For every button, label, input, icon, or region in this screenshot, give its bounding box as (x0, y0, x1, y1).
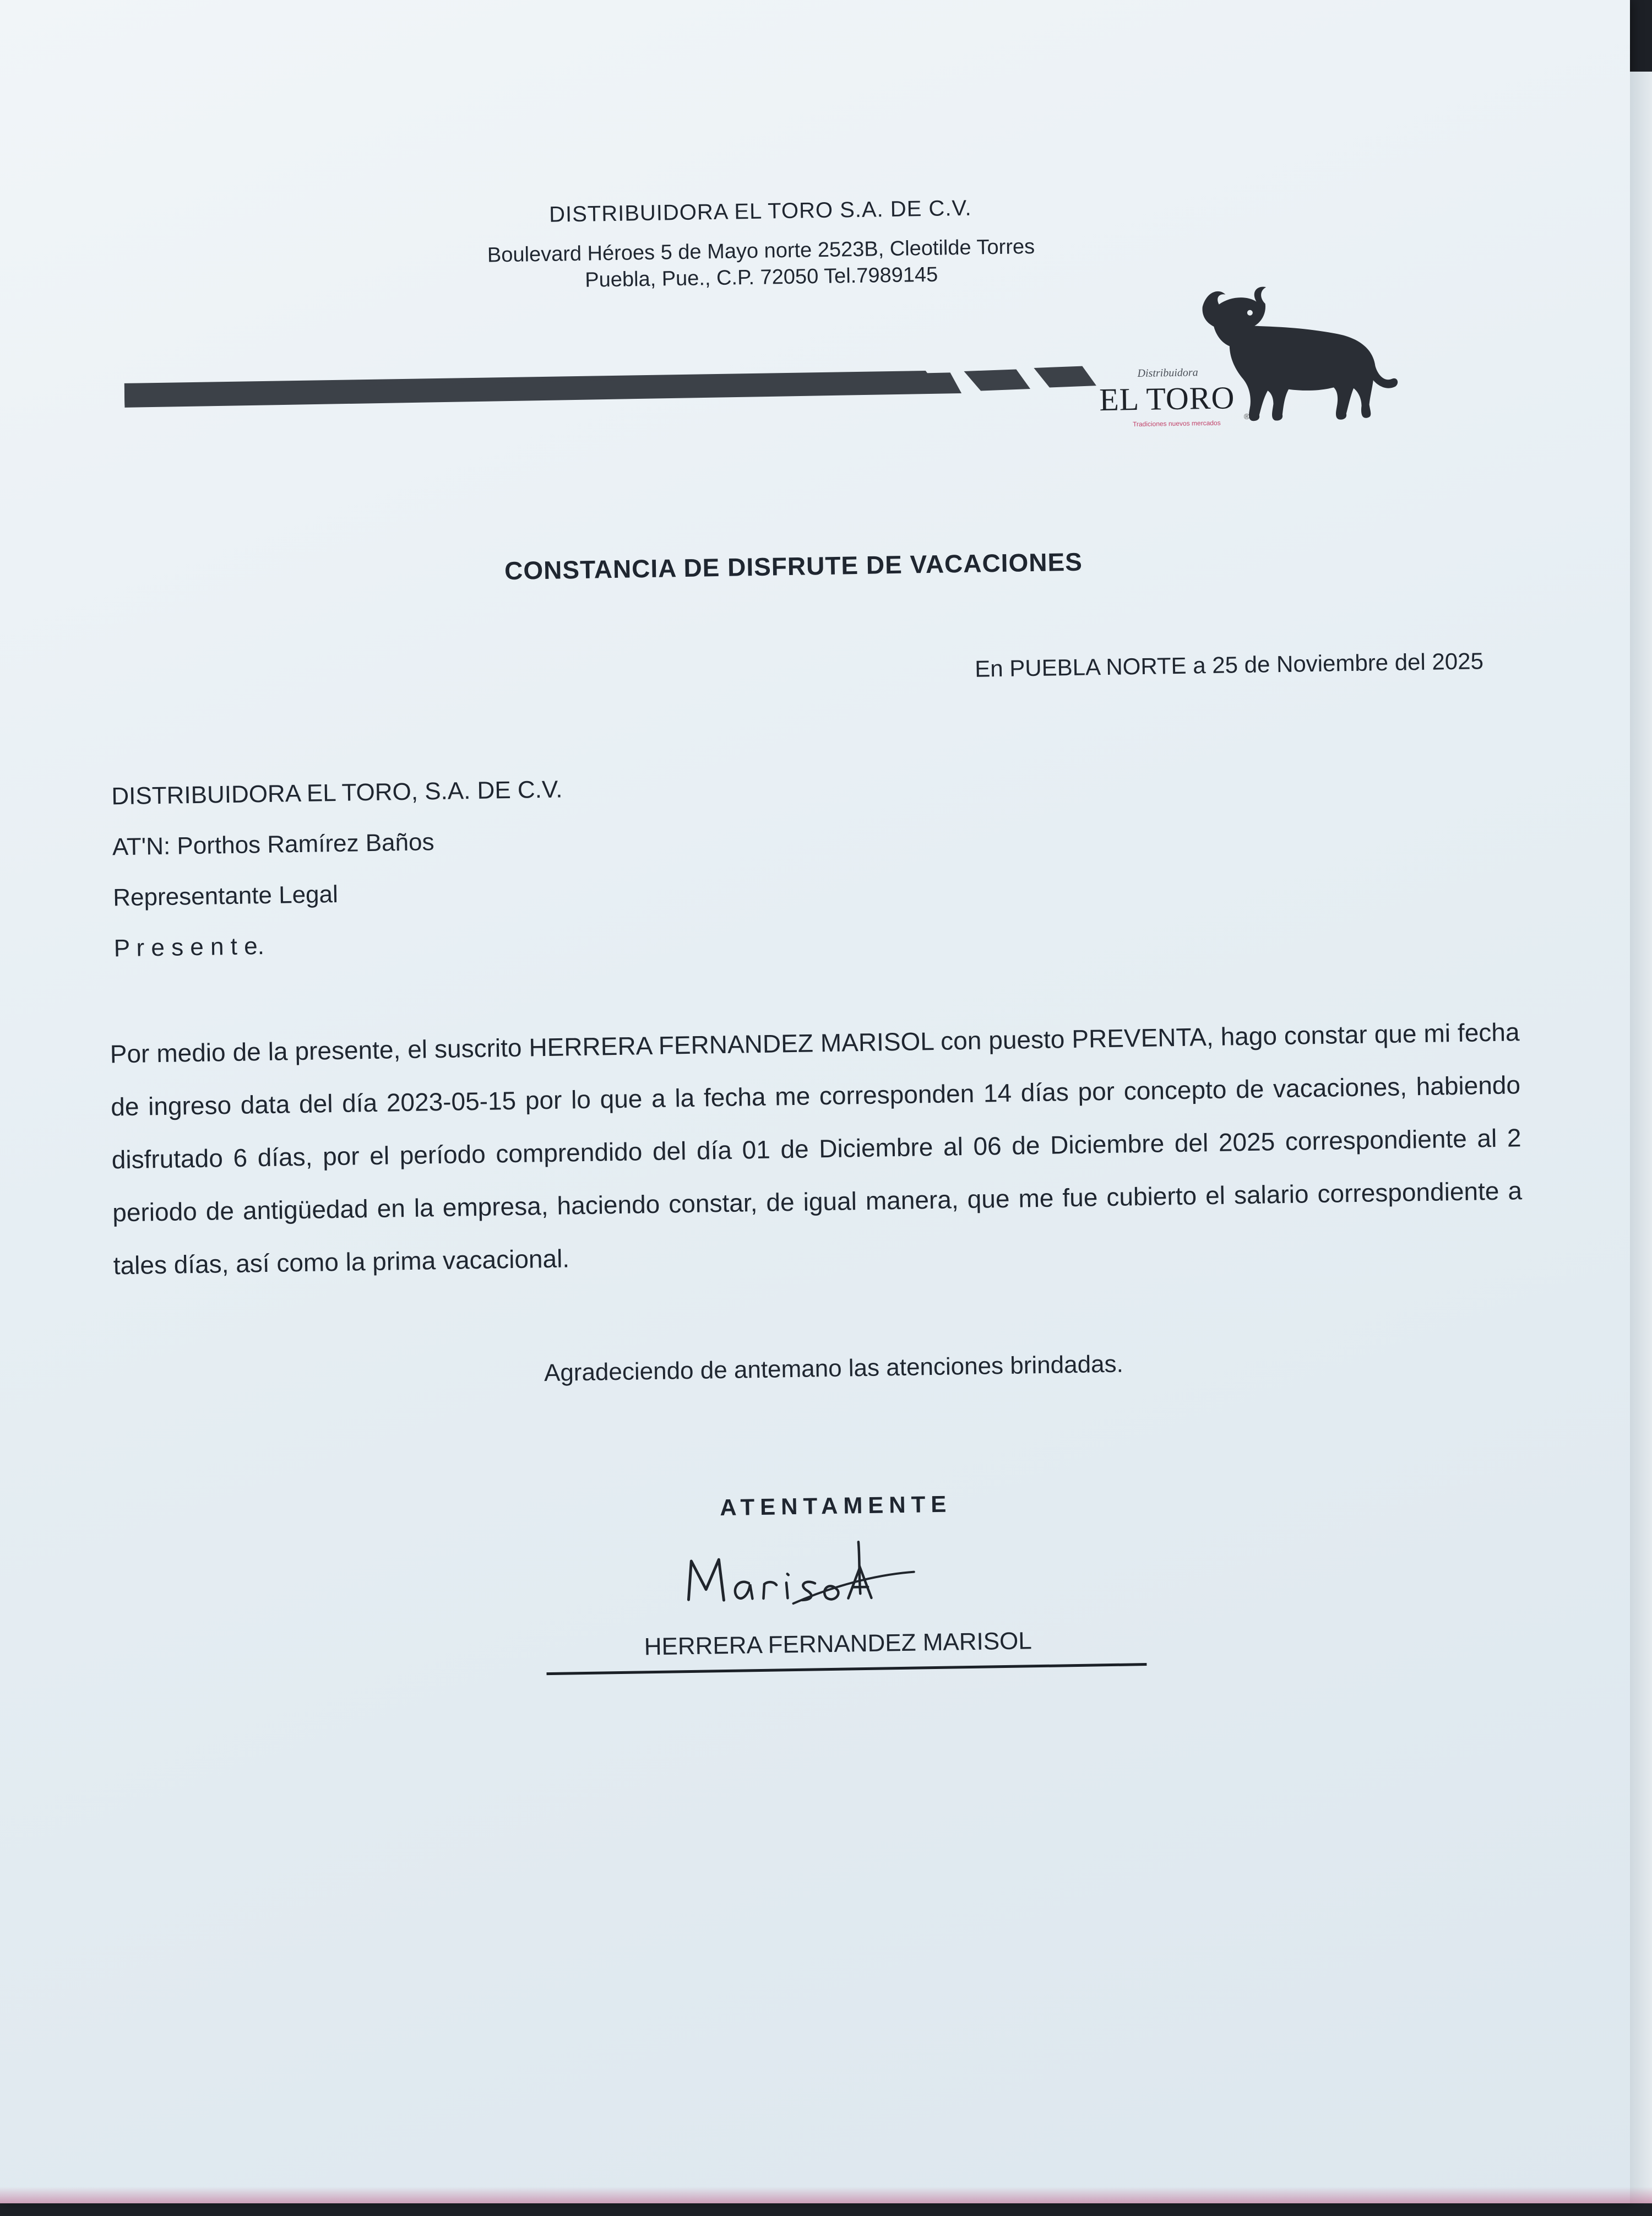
signer-name: HERRERA FERNANDEZ MARISOL (644, 1627, 1032, 1661)
address-line-1: Boulevard Héroes 5 de Mayo norte 2523B, Cleotilde Torres (487, 235, 1035, 267)
closing-label: ATENTAMENTE (719, 1491, 952, 1521)
recipient-presente: P r e s e n t e. (113, 933, 265, 962)
signature-line (546, 1663, 1146, 1675)
recipient-attn: AT'N: Porthos Ramírez Baños (112, 828, 434, 861)
letterhead-company: DISTRIBUIDORA EL TORO S.A. DE C.V. (548, 196, 972, 227)
recipient-block (111, 757, 996, 974)
address-line-2: Puebla, Pue., C.P. 72050 Tel.7989145 (585, 263, 938, 292)
thanks-line: Agradeciendo de antemano las atenciones brindadas. (544, 1350, 1124, 1387)
logo-tagline: Tradiciones nuevos mercados (1132, 419, 1221, 429)
recipient-role: Representante Legal (112, 880, 339, 912)
letterhead-bar-stripes (124, 364, 1116, 418)
logo-registered-mark: ® (1243, 411, 1250, 421)
body-paragraph: Por medio de la presente, el suscrito HERRERA FERNANDEZ MARISOL con puesto PREVENTA, hago constar que mi fecha de ingreso data del día 2023-05-15 por lo que a la fecha me corresponden 14 días por concepto de vacaciones, habiendo disfrutado 6 días, por el período comprendido del día 01 de Diciembre al 06 de Diciembre del 2025 correspondiente al 2 periodo de antigüedad en la empresa, haciendo constar, de igual manera, que me fue cubierto el salario correspondiente a tales días, así como la prima vacacional. (110, 1017, 1523, 1280)
handwritten-signature (666, 1535, 976, 1633)
letterhead-address (376, 232, 1147, 297)
logo-brand: EL TORO (1099, 380, 1235, 418)
document-title: CONSTANCIA DE DISFRUTE DE VACACIONES (504, 547, 1083, 586)
place-date: En PUEBLA NORTE a 25 de Noviembre del 2025 (974, 648, 1484, 682)
recipient-company: DISTRIBUIDORA EL TORO, S.A. DE C.V. (111, 776, 563, 810)
logo-small-text: Distribuidora (1137, 366, 1198, 380)
company-logo (1097, 277, 1408, 431)
